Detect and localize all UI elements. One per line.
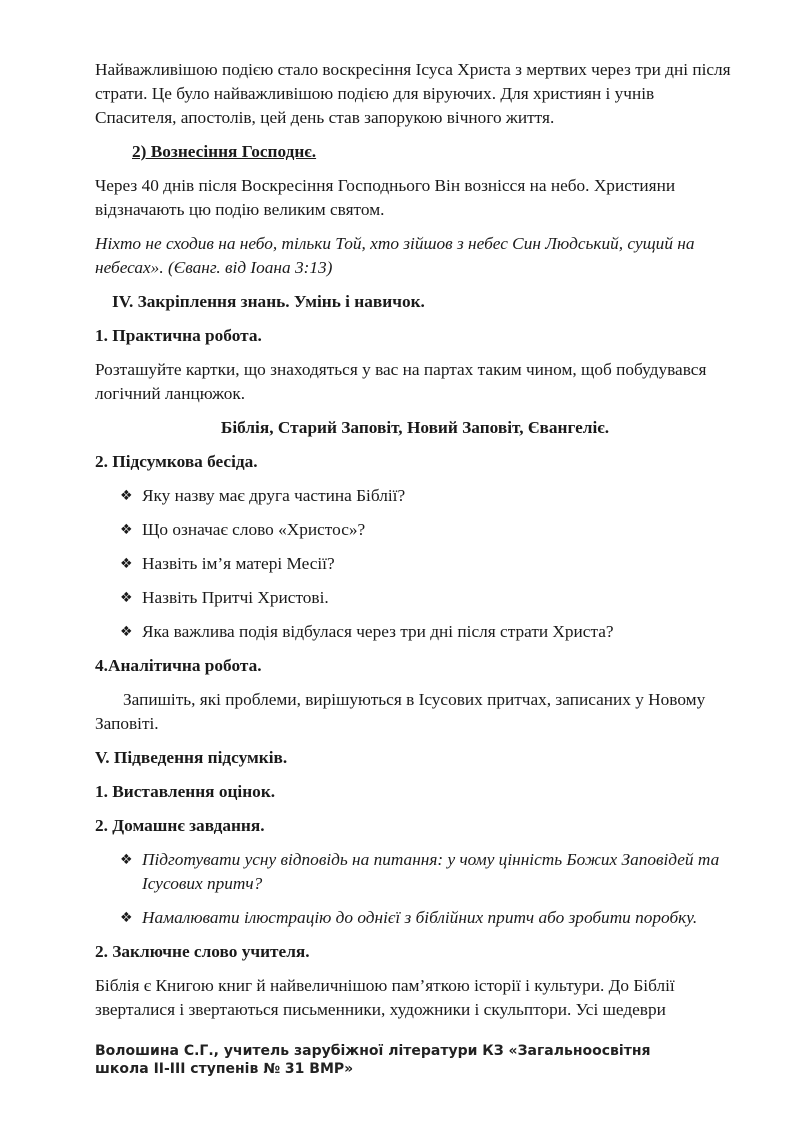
question-text: Яка важлива подія відбулася через три дні після страти Христа? [142, 622, 614, 641]
cards-list: Біблія, Старий Заповіт, Новий Заповіт, Євангеліє. [220, 418, 610, 437]
homework-text: Підготувати усну відповідь на питання: у чому цінність Божих Заповідей та Ісусових притч? [142, 850, 720, 893]
paragraph-ascension: Через 40 днів після Воскресіння Господнього Він вознісся на небо. Християни відзначають цю подію великим святом. [95, 176, 676, 219]
question-item [120, 620, 735, 644]
diamond-bullet-icon: ❖ [120, 852, 133, 868]
heading-grades: 1. Виставлення оцінок. [95, 782, 276, 801]
heading-ascension: 2) Вознесіння Господнє. [132, 142, 317, 161]
paragraph-analytic-task: Запишіть, які проблеми, вирішуються в Ісусових притчах, записаних у Новому Заповіті. [95, 690, 706, 733]
footer-line: Волошина С.Г., учитель зарубіжної літератури КЗ «Загальноосвітня [95, 1043, 651, 1059]
heading-section-iv: IV. Закріплення знань. Умінь і навичок. [112, 292, 425, 311]
diamond-bullet-icon: ❖ [120, 910, 133, 926]
heading-practical-work: 1. Практична робота. [95, 326, 262, 345]
question-text: Що означає слово «Христос»? [142, 520, 366, 539]
heading-section-v: V. Підведення підсумків. [95, 748, 288, 767]
question-text: Яку назву має друга частина Біблії? [142, 486, 406, 505]
diamond-bullet-icon: ❖ [120, 488, 133, 504]
heading-closing-word: 2. Заключне слово учителя. [95, 942, 310, 961]
paragraph-resurrection: Найважливішою подією стало воскресіння Ісуса Христа з мертвих через три дні після страти. Це було найважливішою подією для віруючих. Для християн і учнів Спасителя, апостолів, цей день став запорукою вічного життя. [95, 60, 731, 127]
diamond-bullet-icon: ❖ [120, 556, 133, 572]
heading-homework: 2. Домашнє завдання. [95, 816, 265, 835]
diamond-bullet-icon: ❖ [120, 522, 133, 538]
bible-quote: Ніхто не сходив на небо, тільки Той, хто зійшов з небес Син Людський, сущий на небесах». (Єванг. від Іоана 3:13) [95, 234, 695, 277]
question-item [120, 518, 735, 542]
question-item [120, 586, 735, 610]
page-footer [95, 1042, 735, 1078]
homework-item [120, 848, 735, 896]
document-page [95, 58, 735, 1022]
diamond-bullet-icon: ❖ [120, 624, 133, 640]
question-item [120, 484, 735, 508]
footer-line: школа ІІ-ІІІ ступенів № 31 ВМР» [95, 1061, 354, 1077]
heading-summary-talk: 2. Підсумкова бесіда. [95, 452, 258, 471]
homework-item [120, 906, 735, 930]
question-text: Назвіть ім’я матері Месії? [142, 554, 335, 573]
paragraph-cards-task: Розташуйте картки, що знаходяться у вас на партах таким чином, щоб побудувався логічний ланцюжок. [95, 360, 707, 403]
question-item [120, 552, 735, 576]
homework-text: Намалювати ілюстрацію до однієї з біблійних притч або зробити поробку. [142, 908, 698, 927]
question-text: Назвіть Притчі Христові. [142, 588, 329, 607]
paragraph-closing: Біблія є Книгою книг й найвеличнішою пам’яткою історії і культури. До Біблії зверталися і звертаються письменники, художники і скульптори. Усі шедеври [95, 976, 675, 1019]
heading-analytic-work: 4.Аналітична робота. [95, 656, 262, 675]
diamond-bullet-icon: ❖ [120, 590, 133, 606]
